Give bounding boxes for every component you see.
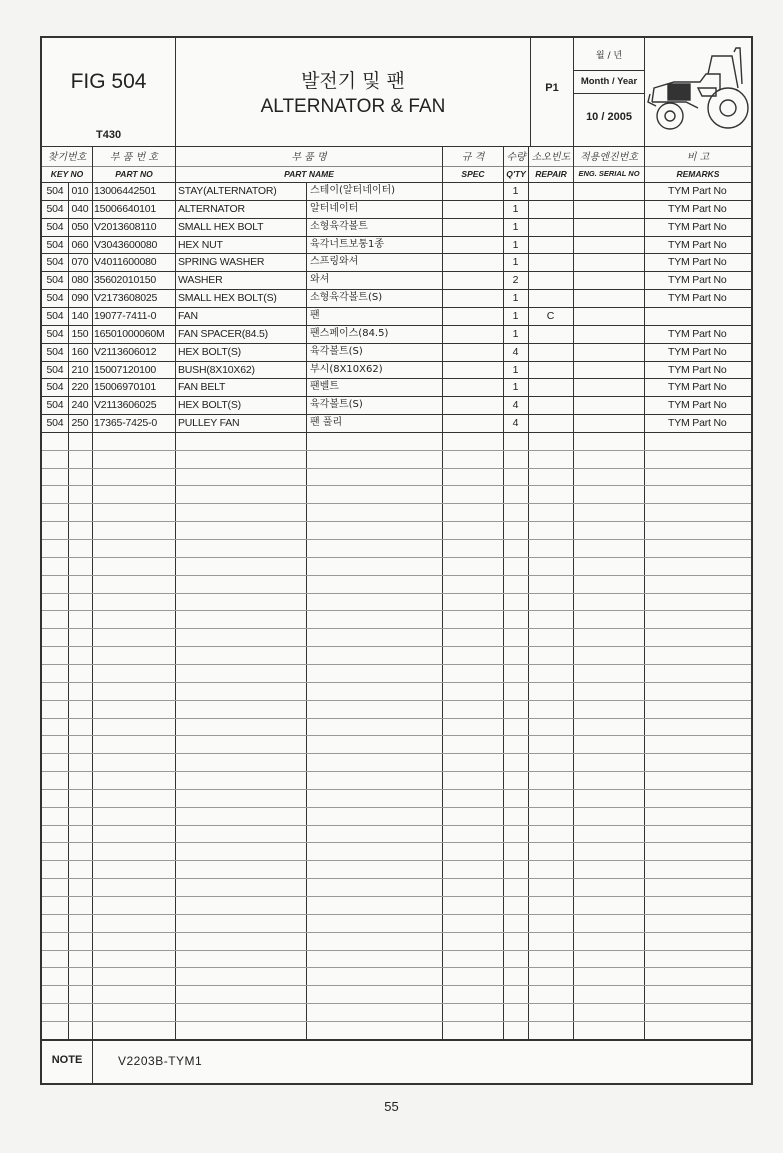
row-divider	[42, 503, 751, 504]
row-divider	[42, 646, 751, 647]
fig-cell: 504	[46, 399, 64, 412]
row-divider	[42, 807, 751, 808]
key-no-cell: 080	[71, 274, 89, 287]
row-divider	[42, 432, 751, 433]
qty-cell: 4	[512, 399, 519, 412]
fig-cell: 504	[46, 238, 64, 251]
row-divider	[42, 557, 751, 558]
key-no-cell: 050	[71, 220, 89, 233]
row-divider	[42, 718, 751, 719]
remarks-cell: TYM Part No	[668, 292, 727, 305]
remarks-cell: TYM Part No	[668, 202, 727, 215]
key-no-cell: 060	[71, 238, 89, 251]
fig-cell: 504	[46, 417, 64, 430]
row-divider	[42, 289, 751, 290]
qty-cell: 2	[512, 274, 519, 287]
col-qty-en: Q'TY	[506, 169, 526, 179]
fig-cell: 504	[46, 345, 64, 358]
row-divider	[42, 682, 751, 683]
part-no-cell: 15006970101	[94, 381, 157, 394]
fig-cell: 504	[46, 309, 64, 322]
part-name-en-cell: FAN SPACER(84.5)	[178, 327, 268, 340]
row-divider	[42, 967, 751, 968]
parts-sheet	[40, 36, 753, 1085]
row-divider	[42, 200, 751, 201]
row-divider	[42, 664, 751, 665]
row-divider	[42, 914, 751, 915]
row-divider	[42, 771, 751, 772]
part-no-cell: 35602010150	[94, 274, 157, 287]
row-divider	[42, 378, 751, 379]
remarks-cell: TYM Part No	[668, 220, 727, 233]
col-name-ko: 부 품 명	[291, 152, 327, 163]
row-divider	[42, 236, 751, 237]
part-no-cell: 16501000060M	[94, 327, 165, 340]
key-no-cell: 090	[71, 292, 89, 305]
row-divider	[42, 271, 751, 272]
col-spec-ko: 규 격	[461, 152, 485, 163]
remarks-cell: TYM Part No	[668, 399, 727, 412]
part-no-cell: V4011600080	[94, 256, 157, 269]
part-no-cell: 19077-7411-0	[94, 309, 157, 322]
key-no-cell: 160	[71, 345, 89, 358]
part-no-cell: V2013608110	[94, 220, 157, 233]
row-divider	[42, 521, 751, 522]
model-code: T430	[96, 129, 122, 141]
part-name-en-cell: ALTERNATOR	[178, 202, 245, 215]
row-divider	[42, 735, 751, 736]
row-divider	[42, 753, 751, 754]
row-divider	[42, 878, 751, 879]
date-label-english: Month / Year	[580, 76, 638, 87]
fig-cell: 504	[46, 202, 64, 215]
row-divider	[42, 325, 751, 326]
remarks-cell: TYM Part No	[668, 256, 727, 269]
part-no-cell: V2173608025	[94, 292, 158, 305]
part-name-ko-cell: 스프링와셔	[310, 256, 359, 268]
tractor-illustration-icon	[646, 44, 750, 140]
part-name-en-cell: PULLEY FAN	[178, 417, 240, 430]
row-divider	[42, 628, 751, 629]
col-name-en: PART NAME	[284, 169, 334, 179]
part-name-en-cell: SMALL HEX BOLT(S)	[178, 292, 277, 305]
fig-cell: 504	[46, 327, 64, 340]
col-repair-en: REPAIR	[535, 169, 567, 179]
part-name-ko-cell: 팬벨트	[310, 381, 339, 393]
row-divider	[42, 610, 751, 611]
part-name-ko-cell: 부시(8X10X62)	[310, 363, 383, 375]
remarks-cell: TYM Part No	[668, 381, 727, 394]
part-no-cell: 17365-7425-0	[94, 417, 157, 430]
fig-cell: 504	[46, 256, 64, 269]
part-no-cell: V3043600080	[94, 238, 158, 251]
row-divider	[42, 700, 751, 701]
qty-cell: 1	[512, 363, 519, 376]
row-divider	[42, 468, 751, 469]
col-key-en: KEY NO	[50, 169, 84, 179]
qty-cell: 1	[512, 309, 519, 322]
remarks-cell: TYM Part No	[668, 327, 727, 340]
qty-cell: 1	[512, 292, 519, 305]
row-divider	[42, 307, 751, 308]
col-key-ko: 찾기번호	[47, 152, 87, 163]
part-name-en-cell: FAN	[178, 309, 198, 322]
repair-cell: C	[546, 309, 555, 322]
row-divider	[42, 950, 751, 951]
table-gridlines	[42, 182, 751, 1039]
row-divider	[42, 825, 751, 826]
col-part-en: PART NO	[115, 169, 153, 179]
row-divider	[42, 396, 751, 397]
part-name-en-cell: HEX BOLT(S)	[178, 399, 241, 412]
part-name-ko-cell: 육각볼트(S)	[310, 399, 363, 411]
qty-cell: 4	[512, 345, 519, 358]
part-no-cell: 13006442501	[94, 185, 157, 197]
remarks-cell: TYM Part No	[668, 274, 727, 287]
qty-cell: 1	[512, 185, 519, 197]
col-part-ko: 부 품 번 호	[109, 152, 159, 163]
fig-cell: 504	[46, 274, 64, 287]
part-name-ko-cell: 스테이(알터네이터)	[310, 185, 396, 196]
fig-cell: 504	[46, 292, 64, 305]
page-number: 55	[384, 1099, 399, 1114]
col-spec-en: SPEC	[461, 169, 485, 179]
col-eng-en: ENG. SERIAL NO	[578, 169, 640, 178]
key-no-cell: 140	[71, 309, 89, 322]
part-no-cell: V2113606012	[94, 345, 157, 358]
col-qty-ko: 수량	[506, 152, 526, 163]
row-divider	[42, 450, 751, 451]
row-divider	[42, 343, 751, 344]
remarks-cell: TYM Part No	[668, 345, 727, 358]
part-name-en-cell: SPRING WASHER	[178, 256, 265, 269]
remarks-cell: TYM Part No	[668, 185, 727, 197]
part-name-en-cell: HEX BOLT(S)	[178, 345, 241, 358]
fig-cell: 504	[46, 381, 64, 394]
row-divider	[42, 593, 751, 594]
key-no-cell: 250	[71, 417, 89, 430]
part-no-cell: V2113606025	[94, 399, 157, 412]
part-name-en-cell: FAN BELT	[178, 381, 226, 394]
key-no-cell: 070	[71, 256, 89, 269]
title-english: ALTERNATOR & FAN	[260, 96, 446, 117]
key-no-cell: 240	[71, 399, 89, 412]
title-korean: 발전기 및 팬	[301, 70, 405, 92]
note-text: V2203B-TYM1	[118, 1054, 203, 1068]
part-name-ko-cell: 육각볼트(S)	[310, 345, 363, 357]
row-divider	[42, 361, 751, 362]
row-divider	[42, 1003, 751, 1004]
row-divider	[42, 218, 751, 219]
part-name-en-cell: STAY(ALTERNATOR)	[178, 185, 277, 197]
key-no-cell: 040	[71, 202, 89, 215]
part-name-ko-cell: 알터네이터	[310, 202, 359, 214]
part-name-en-cell: BUSH(8X10X62)	[178, 363, 255, 376]
row-divider	[42, 253, 751, 254]
row-divider	[42, 575, 751, 576]
part-no-cell: 15007120100	[94, 363, 157, 376]
key-no-cell: 010	[71, 185, 89, 197]
col-remarks-en: REMARKS	[676, 169, 720, 179]
page-code: P1	[545, 82, 559, 94]
part-name-en-cell: SMALL HEX BOLT	[178, 220, 264, 233]
fig-cell: 504	[46, 220, 64, 233]
qty-cell: 1	[512, 202, 519, 215]
key-no-cell: 210	[71, 363, 89, 376]
key-no-cell: 220	[71, 381, 89, 394]
col-remarks-ko: 비 고	[686, 152, 710, 163]
note-label: NOTE	[51, 1054, 83, 1066]
row-divider	[42, 985, 751, 986]
row-divider	[42, 789, 751, 790]
row-divider	[42, 932, 751, 933]
row-divider	[42, 1021, 751, 1022]
qty-cell: 1	[512, 238, 519, 251]
part-name-ko-cell: 소형육각볼트(S)	[310, 292, 383, 304]
part-no-cell: 15006640101	[94, 202, 157, 215]
part-name-en-cell: WASHER	[178, 274, 223, 287]
col-repair-ko: 소오빈도	[531, 152, 571, 163]
qty-cell: 1	[512, 327, 519, 340]
issue-date: 10 / 2005	[586, 111, 632, 123]
row-divider	[42, 485, 751, 486]
qty-cell: 1	[512, 256, 519, 269]
row-divider	[42, 842, 751, 843]
part-name-ko-cell: 육각너트보통1종	[310, 238, 384, 250]
part-name-en-cell: HEX NUT	[178, 238, 223, 251]
part-name-ko-cell: 팬	[310, 309, 320, 321]
part-name-ko-cell: 소형육각볼트	[310, 220, 368, 232]
col-eng-ko: 적용엔진번호	[580, 152, 638, 163]
row-divider	[42, 860, 751, 861]
fig-cell: 504	[46, 363, 64, 376]
remarks-cell: TYM Part No	[668, 363, 727, 376]
date-label-korean: 월 / 년	[595, 51, 623, 61]
part-name-ko-cell: 팬 풀리	[310, 417, 343, 429]
remarks-cell: TYM Part No	[668, 417, 727, 430]
qty-cell: 1	[512, 220, 519, 233]
remarks-cell: TYM Part No	[668, 238, 727, 251]
row-divider	[42, 539, 751, 540]
part-name-ko-cell: 와셔	[310, 274, 330, 286]
key-no-cell: 150	[71, 327, 89, 340]
fig-cell: 504	[46, 185, 64, 197]
row-divider	[42, 414, 751, 415]
qty-cell: 4	[512, 417, 519, 430]
fig-number: FIG 504	[70, 70, 147, 93]
row-divider	[42, 896, 751, 897]
qty-cell: 1	[512, 381, 519, 394]
part-name-ko-cell: 팬스페이스(84.5)	[310, 327, 389, 339]
